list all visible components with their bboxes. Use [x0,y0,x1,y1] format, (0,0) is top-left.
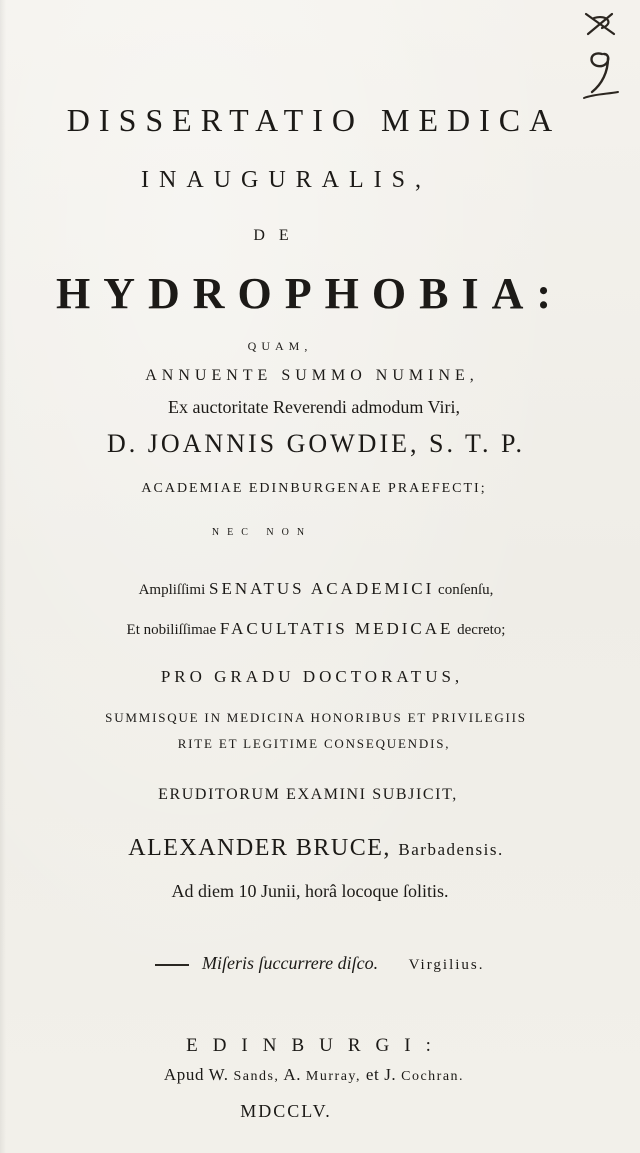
handwritten-number-mark [578,6,622,106]
text-eruditorum: ERUDITORUM EXAMINI SUBJICIT, [158,786,458,803]
text-senatus-academici: SENATUS ACADEMICI [209,579,435,598]
title-inauguralis: INAUGURALIS, [141,167,431,193]
text-rite-legitime: RITE ET LEGITIME CONSEQUENDIS, [177,736,451,751]
epigraph-dash [155,964,189,966]
imprint-year: MDCCLV. [240,1101,332,1121]
text-quam: QUAM, [247,339,313,353]
text-et-nobilissimae: Et nobiliſſimae [126,622,217,638]
imprint-city: EDINBURGI: [186,1035,446,1056]
imprint-sands: Sands, [233,1069,280,1084]
text-pro-gradu: PRO GRADU DOCTORATUS, [160,667,464,686]
imprint-apud: Apud [163,1065,205,1084]
text-facultatis-line [0,620,636,638]
text-facultatis-medicae: FACULTATIS MEDICAE [219,619,454,638]
epigraph-attribution: Virgilius. [408,957,485,973]
imprint-w: W. [208,1065,229,1084]
imprint-a: A. [283,1065,302,1084]
text-nec-non: NEC NON [211,527,313,538]
author-origin: Barbadensis. [398,840,504,859]
author-name: ALEXANDER BRUCE, [128,835,391,861]
title-hydrophobia: HYDROPHOBIA: [56,269,564,318]
text-amplissimi: Ampliſſimi [138,582,206,598]
marginalia-note: 9 [578,6,579,7]
text-decreto: decreto; [457,622,506,638]
imprint-printers [0,1066,634,1084]
text-academiae: ACADEMIAE EDINBURGENAE PRAEFECTI; [141,481,487,496]
epigraph-line [0,954,640,973]
imprint-cochran: Cochran. [401,1069,465,1084]
text-annuente: ANNUENTE SUMMO NUMINE, [145,367,479,384]
imprint-murray: Murray, [305,1069,361,1084]
epigraph-quote: Miſeris ſuccurrere diſco. [201,953,379,973]
text-ex-auctoritate: Ex auctoritate Reverendi admodum Viri, [168,397,460,417]
text-consensu: conſenſu, [438,582,494,598]
title-de: DE [253,227,303,244]
imprint-et: et [365,1065,380,1084]
title-dissertatio-medica: DISSERTATIO MEDICA [66,102,562,138]
text-summisque: SUMMISQUE IN MEDICINA HONORIBUS ET PRIVILEGIIS [105,710,527,725]
text-date-place: Ad diem 10 Junii, horâ locoque ſolitis. [171,881,449,901]
text-joannis-gowdie: D. JOANNIS GOWDIE, S. T. P. [106,429,526,458]
imprint-j: J. [384,1065,397,1084]
text-amplissimi-line [0,580,636,598]
author-line [0,836,636,860]
